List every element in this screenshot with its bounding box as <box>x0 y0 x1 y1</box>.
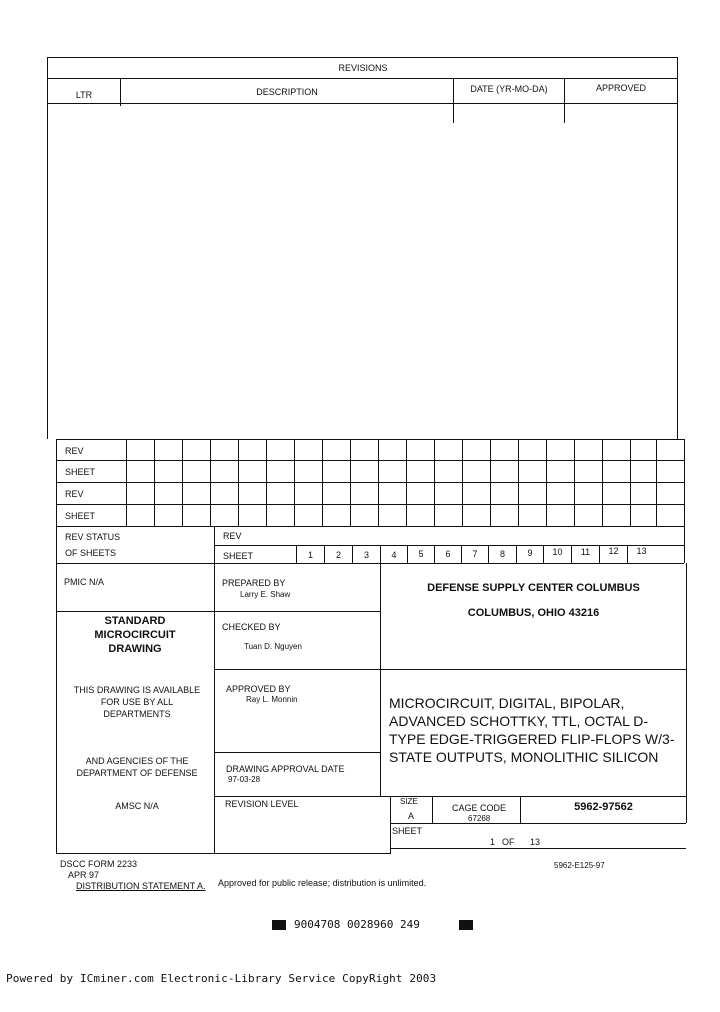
sheet-number: 12 <box>608 546 619 556</box>
cage-code-value: 67268 <box>468 814 491 823</box>
availability-line-1: THIS DRAWING IS AVAILABLE <box>73 685 201 695</box>
size-value: A <box>408 811 415 821</box>
revision-level-label: REVISION LEVEL <box>225 799 299 809</box>
sheet-number: 8 <box>499 549 505 559</box>
document-reference: 5962-E125-97 <box>554 861 605 870</box>
sheet-number: 3 <box>363 550 369 560</box>
availability-line-4: AND AGENCIES OF THE <box>85 756 189 766</box>
distribution-statement-label: DISTRIBUTION STATEMENT A. <box>76 881 206 891</box>
sheet-number: 1 <box>307 550 313 560</box>
drawing-title <box>389 694 685 766</box>
sheet-number: 5 <box>418 549 424 559</box>
rev-status-label: REV STATUS <box>65 532 121 542</box>
standard-line-2: MICROCIRCUIT <box>94 629 176 641</box>
amsc-label: AMSC N/A <box>115 801 159 811</box>
powered-by: Powered by ICminer.com Electronic-Library Service CopyRight 2003 <box>6 972 437 985</box>
title-line-1: MICROCIRCUIT, DIGITAL, BIPOLAR, <box>389 695 625 711</box>
size-label: SIZE <box>400 797 418 806</box>
form-date: APR 97 <box>68 870 100 880</box>
rev-row-2-label: REV <box>65 489 84 499</box>
sheet-number: 9 <box>527 548 533 558</box>
agency-line-2: COLUMBUS, OHIO 43216 <box>467 607 600 619</box>
revisions-title: REVISIONS <box>338 63 388 73</box>
sheet-number: 11 <box>580 547 591 557</box>
of-sheets-label: OF SHEETS <box>65 548 117 558</box>
col-approved: APPROVED <box>595 83 646 93</box>
form-number: DSCC FORM 2233 <box>60 859 138 869</box>
availability-line-2: FOR USE BY ALL <box>100 697 174 707</box>
pmic-label: PMIC N/A <box>64 577 105 587</box>
prepared-by-label: PREPARED BY <box>222 578 286 588</box>
sheet-number-value: 1 <box>490 837 496 847</box>
approved-by-name: Ray L. Monnin <box>246 695 298 704</box>
rev-status-rev-label: REV <box>223 531 242 541</box>
col-ltr: LTR <box>75 90 93 100</box>
title-line-2: ADVANCED SCHOTTKY, TTL, OCTAL D- <box>389 713 649 729</box>
sheet-row-1-label: SHEET <box>65 467 96 477</box>
col-description: DESCRIPTION <box>256 87 318 97</box>
checked-by-label: CHECKED BY <box>222 622 281 632</box>
rev-row-1-label: REV <box>65 446 84 456</box>
drawing-number: 5962-97562 <box>574 801 633 813</box>
sheet-label: SHEET <box>392 826 423 836</box>
checked-by-name: Tuan D. Nguyen <box>244 642 302 651</box>
prepared-by-name: Larry E. Shaw <box>240 590 291 599</box>
sheet-number: 4 <box>391 550 397 560</box>
sheet-row-2-label: SHEET <box>65 511 96 521</box>
title-line-3: TYPE EDGE-TRIGGERED FLIP-FLOPS W/3- <box>389 731 675 747</box>
barcode-block-left <box>272 920 286 930</box>
approval-date-label: DRAWING APPROVAL DATE <box>226 764 345 774</box>
sheet-number: 10 <box>552 547 563 557</box>
sheet-number: 6 <box>445 549 451 559</box>
standard-line-1: STANDARD <box>104 615 166 627</box>
col-date: DATE (YR-MO-DA) <box>470 84 548 94</box>
rev-status-sheet-label: SHEET <box>223 551 254 561</box>
approved-by-label: APPROVED BY <box>226 684 291 694</box>
barcode-block-right <box>459 920 473 930</box>
availability-line-3: DEPARTMENTS <box>103 709 171 719</box>
sheet-number: 7 <box>472 549 478 559</box>
approval-date-value: 97-03-28 <box>228 775 261 784</box>
distribution-statement-text: Approved for public release; distribution is unlimited. <box>218 878 427 888</box>
barcode-number: 9004708 0028960 249 <box>294 918 420 931</box>
agency-line-1: DEFENSE SUPPLY CENTER COLUMBUS <box>427 582 640 594</box>
sheet-of-label: OF <box>502 837 515 847</box>
availability-line-5: DEPARTMENT OF DEFENSE <box>76 768 198 778</box>
cage-code-label: CAGE CODE <box>452 803 507 813</box>
title-line-4: STATE OUTPUTS, MONOLITHIC SILICON <box>389 749 659 765</box>
sheet-total-value: 13 <box>530 837 541 847</box>
sheet-number: 2 <box>335 550 341 560</box>
standard-line-3: DRAWING <box>108 643 162 655</box>
sheet-number: 13 <box>636 546 647 556</box>
